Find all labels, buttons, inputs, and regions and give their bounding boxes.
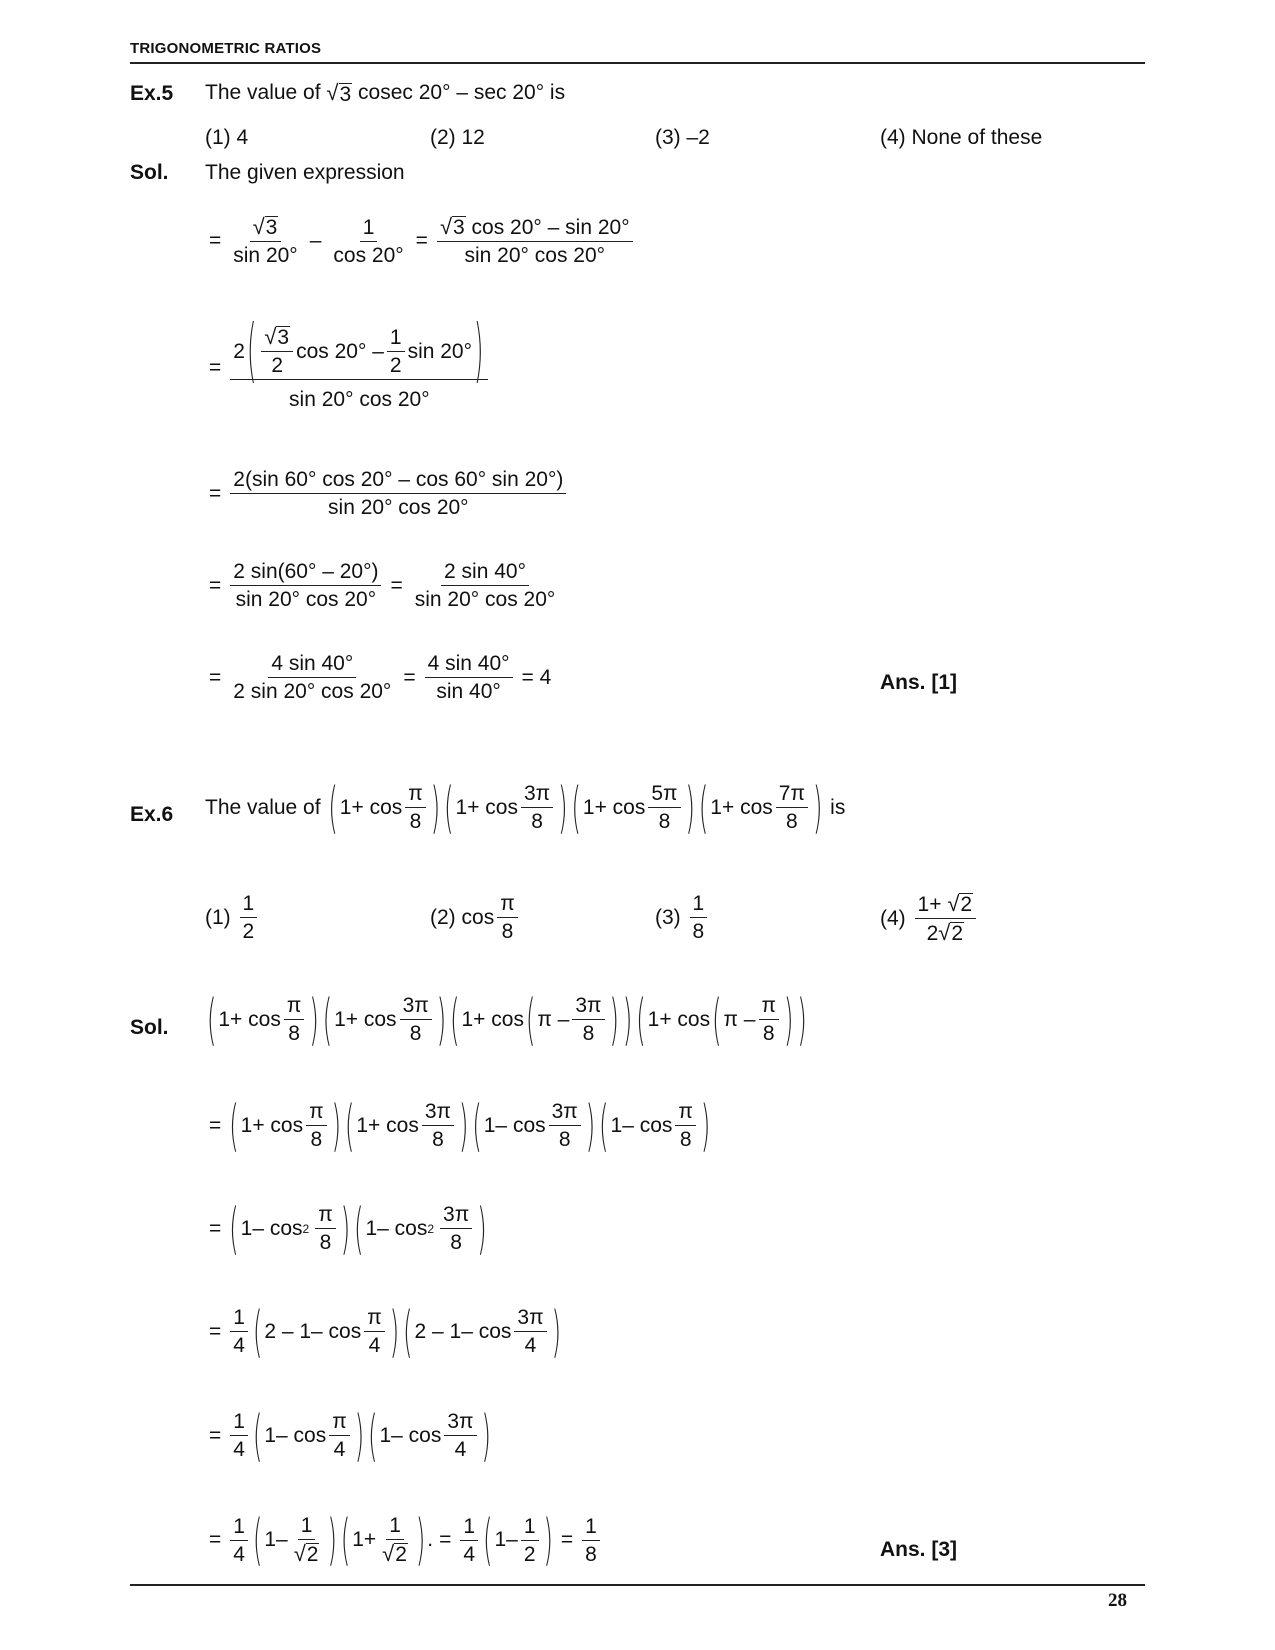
ex5-question: [205, 80, 565, 106]
ex6-answer: Ans. [3]: [880, 1538, 958, 1561]
ex5-option-3: (3) –2: [655, 126, 710, 149]
ex6-step-4: = $\frac{1}{4}$ ( 2 – 1– cos $\frac{\pi}{4}$ ) ( 2 – 1– cos $\frac{3\pi}{4}$ ): [209, 1299, 561, 1364]
ex5-answer: Ans. [1]: [880, 671, 958, 694]
ex5-option-2: (2) 12: [430, 126, 485, 149]
fraction: $\frac{2 \sin(60^\circ - 20^\circ)}{\sin 20^\circ \cos 20^\circ}$: [230, 560, 381, 611]
ex6-step-1: ( 1+ cos $\frac{\pi}{8}$ ) ( 1+ cos $\frac{3\pi}{8}$ ) ( 1+ cos ( π – $\frac{3\pi}{8}$ ) ) ( 1+ cos ( π – $\frac{\pi}{8}$ ) ): [207, 987, 807, 1052]
ex6-question: The value of ( 1+ cos $\frac{\pi}{8}$ ) ( 1+ cos $\frac{3\pi}{8}$ ) ( 1+ cos $\frac{5\pi}{8}$ ) ( 1+ cos $\frac{7\pi}{8}$ ) is: [205, 775, 846, 840]
ex5-sol-label: Sol.: [130, 161, 169, 184]
ex6-option-2: (2) cos $\frac{\pi}{8}$: [430, 892, 521, 943]
ex5-label: Ex.5: [130, 82, 174, 105]
fraction: $\frac{2(\sin 60^\circ \cos 20^\circ - \cos 60^\circ \sin 20^\circ)}{\sin 20^\circ \cos 20^\circ}$: [230, 468, 566, 519]
fraction: $\frac{1}{\cos 20^\circ}$: [333, 215, 404, 267]
question-prefix: The value of: [205, 81, 321, 104]
question-suffix: cosec 20° – sec 20° is: [358, 81, 566, 104]
ex5-step-1: = √ 3 sin 20° – $\frac{1}{\cos 20^\circ}$ = √ 3 cos 20° – sin 20° sin 20° cos 20°: [203, 215, 636, 267]
fraction: $\frac{4 \sin 40^\circ}{2 \sin 20^\circ \cos 20^\circ}$: [233, 652, 392, 704]
ex6-step-3: = ( 1– cos 2 $\frac{\pi}{8}$ ) ( 1– cos 2 $\frac{3\pi}{8}$ ): [209, 1196, 487, 1261]
fraction: 2 ( √ 3 2 cos 20° – $\frac{1}{2}$ sin 20° ) sin 20° cos 20°: [230, 325, 488, 411]
ex6-sol-label: Sol.: [130, 1016, 169, 1039]
ex5-step-4: = $\frac{2 \sin(60^\circ - 20^\circ)}{\sin 20^\circ \cos 20^\circ}$ = $\frac{2 \sin 40^\circ}{\sin 20^\circ \cos 20^\circ}$: [203, 560, 561, 611]
ex6-step-6: = $\frac{1}{4}$ ( 1– 1 √ 2 ) ( 1+ 1 √ 2 ) . = $\frac{1}{4}$ ( 1– $\frac{1}{2}$ ) = $\frac{1}{8}$: [203, 1514, 603, 1566]
ex5-option-4: (4) None of these: [880, 126, 1043, 149]
ex6-option-4: (4) 1+ √ 2 2 √ 2: [880, 892, 979, 945]
ex6-label: Ex.6: [130, 803, 174, 826]
fraction: √ 3 sin 20°: [233, 214, 298, 268]
ex5-option-1: (1) 4: [205, 126, 249, 149]
ex5-step-5: = $\frac{4 \sin 40^\circ}{2 \sin 20^\circ \cos 20^\circ}$ = $\frac{4 \sin 40^\circ}{\sin 40^\circ}$ = 4: [209, 652, 552, 704]
ex5-step-3: = $\frac{2(\sin 60^\circ \cos 20^\circ - \cos 60^\circ \sin 20^\circ)}{\sin 20^\circ \cos 20^\circ}$: [203, 468, 569, 519]
ex6-step-5: = $\frac{1}{4}$ ( 1– cos $\frac{\pi}{4}$ ) ( 1– cos $\frac{3\pi}{4}$ ): [209, 1403, 491, 1468]
footer-rule: [130, 1584, 1145, 1586]
sqrt-3: √ 3: [326, 80, 352, 106]
fraction: $\frac{4 \sin 40^\circ}{\sin 40^\circ}$: [425, 652, 513, 703]
fraction: $\frac{2 \sin 40^\circ}{\sin 20^\circ \cos 20^\circ}$: [414, 560, 556, 612]
ex6-option-3: (3) $\frac{1}{8}$: [655, 892, 710, 943]
running-header: TRIGONOMETRIC RATIOS: [130, 40, 322, 57]
ex5-sol-intro: The given expression: [205, 161, 405, 184]
ex5-step-2: = 2 ( √ 3 2 cos 20° – $\frac{1}{2}$ sin 20° ) sin 20° cos 20°: [203, 325, 491, 411]
radical-icon: √: [326, 80, 339, 105]
header-rule: [130, 62, 1145, 64]
fraction: √ 3 cos 20° – sin 20° sin 20° cos 20°: [437, 215, 633, 267]
ex6-option-1: (1) $\frac{1}{2}$: [205, 892, 260, 943]
ex6-step-2: = ( 1+ cos $\frac{\pi}{8}$ ) ( 1+ cos $\frac{3\pi}{8}$ ) ( 1– cos $\frac{3\pi}{8}$ ) ( 1– cos $\frac{\pi}{8}$ ): [209, 1093, 711, 1158]
page-number: 28: [1108, 1590, 1127, 1611]
